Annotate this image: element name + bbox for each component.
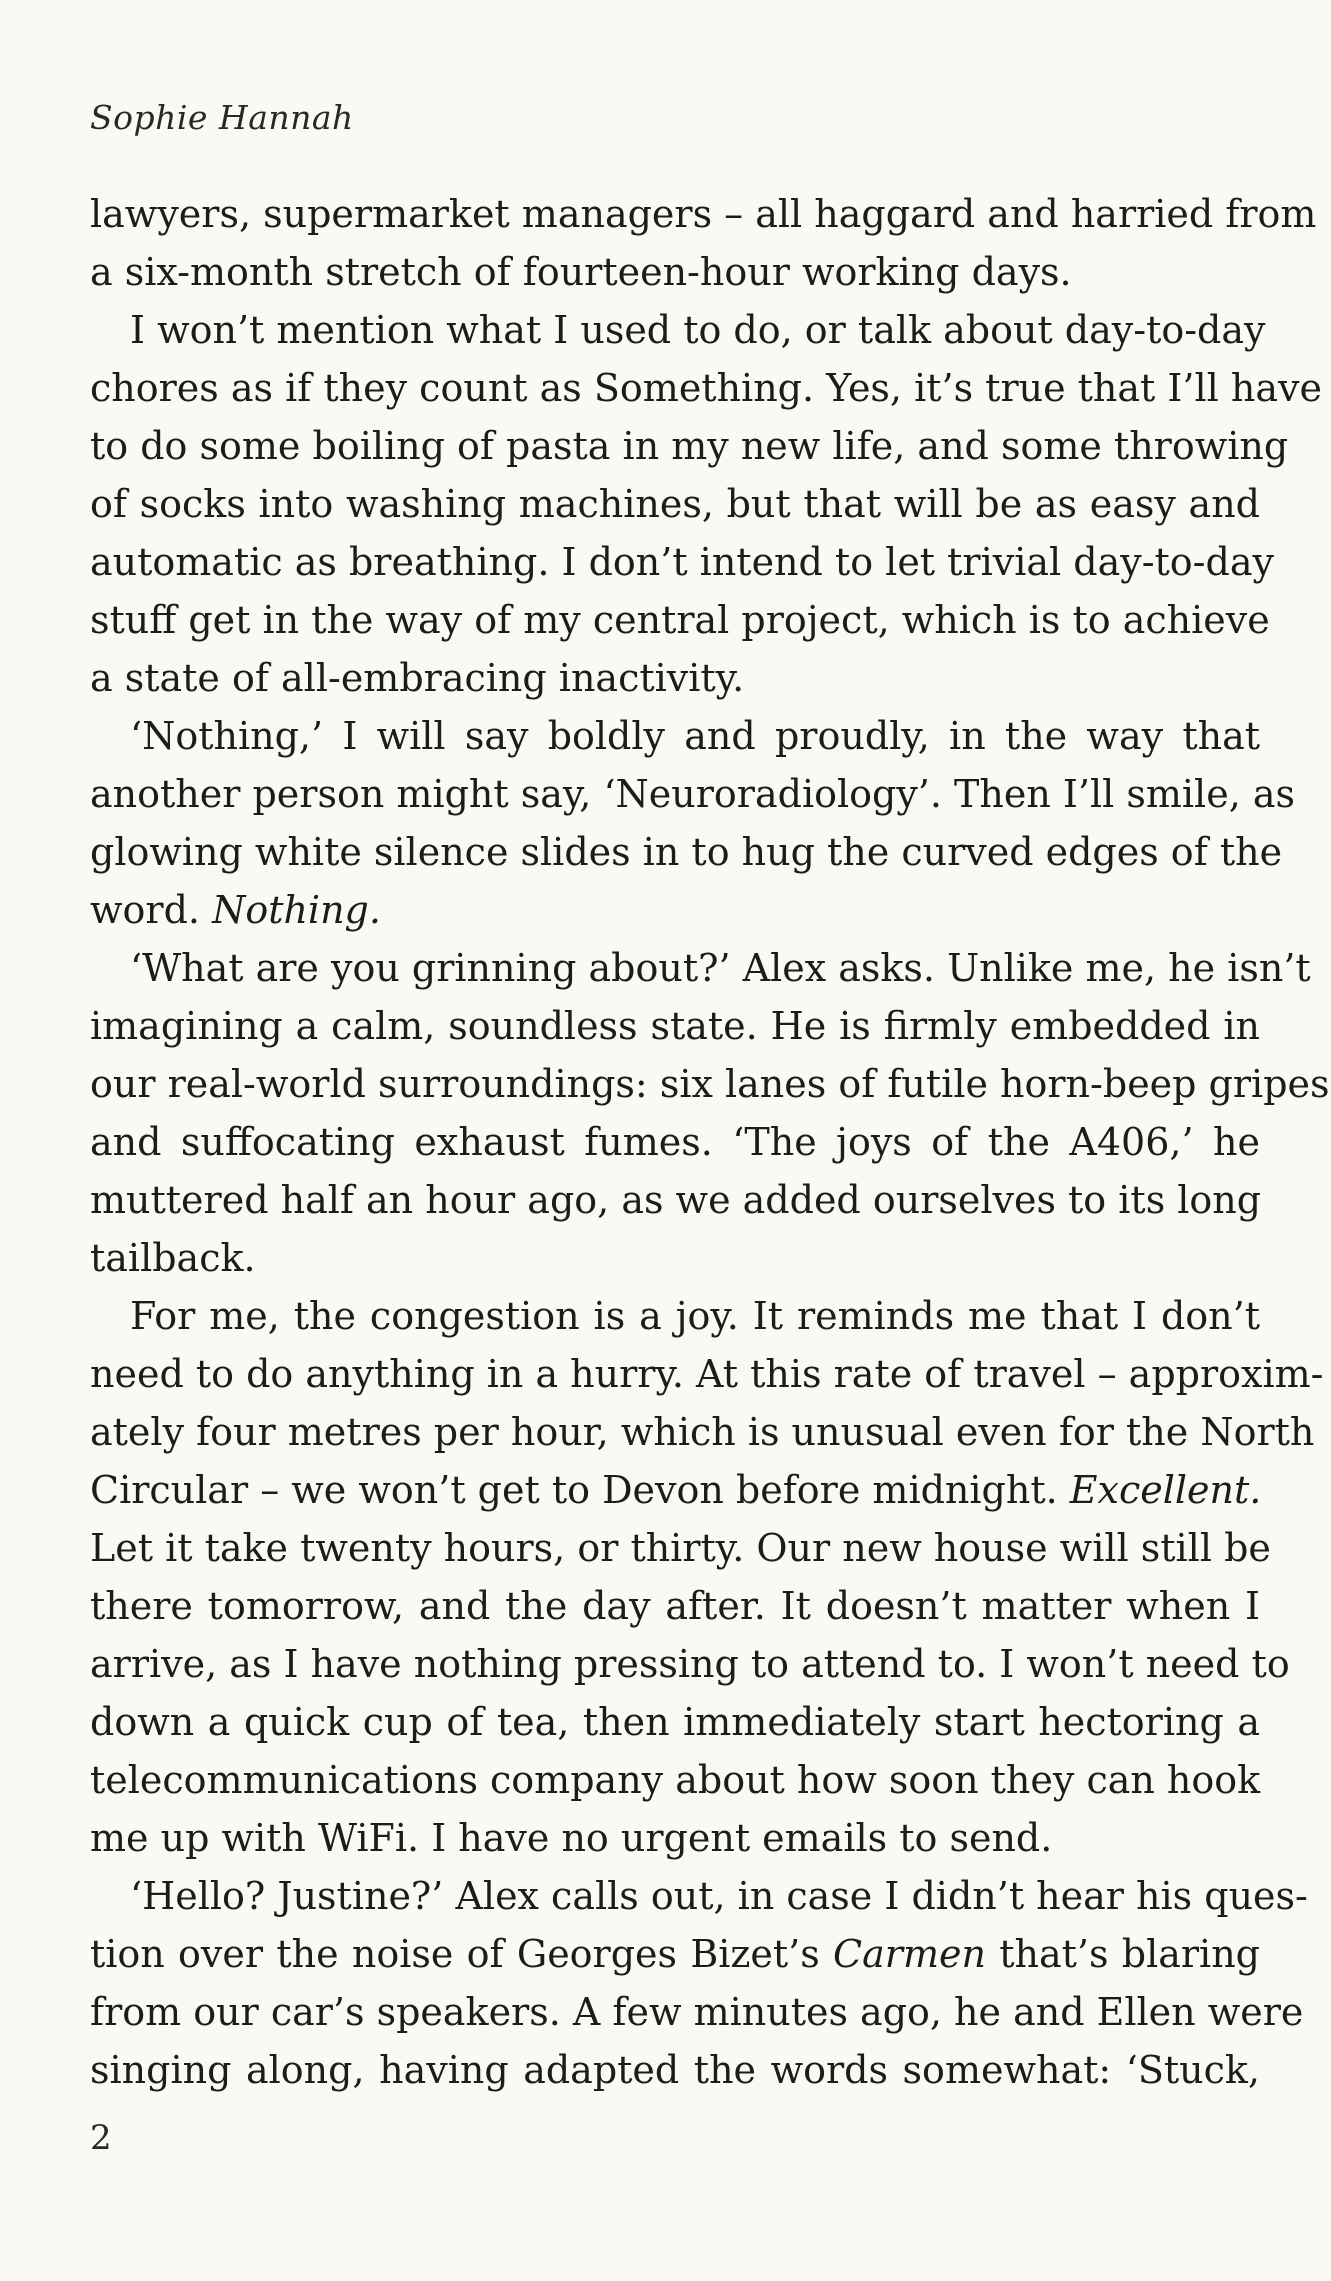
text-line: glowing white silence slides in to hug the curved edges of the [90, 830, 1283, 874]
text-line: arrive, as I have nothing pressing to attend to. I won’t need to [90, 1642, 1290, 1686]
text-line: a six-month stretch of fourteen-hour working days. [90, 250, 1072, 294]
text-line: another person might say, ‘Neuroradiology’. Then I’ll smile, as [90, 772, 1296, 816]
text-line: me up with WiFi. I have no urgent emails to send. [90, 1816, 1053, 1860]
text-line: ‘Nothing,’ I will say boldly and proudly, in the way that [130, 714, 1260, 758]
running-head: Sophie Hannah [90, 98, 354, 137]
text-line: to do some boiling of pasta in my new life, and some throwing [90, 424, 1289, 468]
text-line: muttered half an hour ago, as we added ourselves to its long [90, 1178, 1262, 1222]
text-line: Circular – we won’t get to Devon before midnight. Excellent. [90, 1468, 1262, 1512]
paragraph [90, 939, 1330, 1287]
text-line: there tomorrow, and the day after. It doesn’t matter when I [90, 1584, 1260, 1628]
text-line: telecommunications company about how soon they can hook [90, 1758, 1261, 1802]
text-line: of socks into washing machines, but that will be as easy and [90, 482, 1260, 526]
paragraph [90, 707, 1296, 939]
text-line: For me, the congestion is a joy. It reminds me that I don’t [130, 1294, 1260, 1338]
text-line: lawyers, supermarket managers – all haggard and harried from [90, 192, 1317, 236]
text-line: word. Nothing. [90, 888, 381, 932]
text-line: need to do anything in a hurry. At this rate of travel – approxim- [90, 1352, 1324, 1396]
body-text [90, 185, 1330, 2099]
text-line: stuff get in the way of my central project, which is to achieve [90, 598, 1270, 642]
page-number: 2 [90, 2118, 112, 2158]
text-line: a state of all-embracing inactivity. [90, 656, 745, 700]
text-line: chores as if they count as Something. Yes, it’s true that I’ll have [90, 366, 1322, 410]
paragraph [90, 185, 1317, 301]
text-line: automatic as breathing. I don’t intend to let trivial day-to-day [90, 540, 1274, 584]
text-line: ately four metres per hour, which is unusual even for the North [90, 1410, 1315, 1454]
text-line: our real-world surroundings: six lanes of futile horn-beep gripes [90, 1062, 1330, 1106]
paragraph [90, 301, 1322, 707]
paragraph [90, 1867, 1308, 2099]
text-line: tailback. [90, 1236, 256, 1280]
text-line: tion over the noise of Georges Bizet’s Carmen that’s blaring [90, 1932, 1260, 1976]
text-line: I won’t mention what I used to do, or talk about day-to-day [130, 308, 1266, 352]
text-line: down a quick cup of tea, then immediately start hectoring a [90, 1700, 1260, 1744]
text-line: Let it take twenty hours, or thirty. Our new house will still be [90, 1526, 1271, 1570]
text-line: singing along, having adapted the words somewhat: ‘Stuck, [90, 2048, 1260, 2092]
text-line: from our car’s speakers. A few minutes ago, he and Ellen were [90, 1990, 1304, 2034]
text-line: imagining a calm, soundless state. He is firmly embedded in [90, 1004, 1260, 1048]
text-line: ‘Hello? Justine?’ Alex calls out, in case I didn’t hear his ques- [130, 1874, 1308, 1918]
paragraph [90, 1287, 1324, 1867]
text-line: ‘What are you grinning about?’ Alex asks. Unlike me, he isn’t [130, 946, 1311, 990]
text-line: and suffocating exhaust fumes. ‘The joys of the A406,’ he [90, 1120, 1260, 1164]
